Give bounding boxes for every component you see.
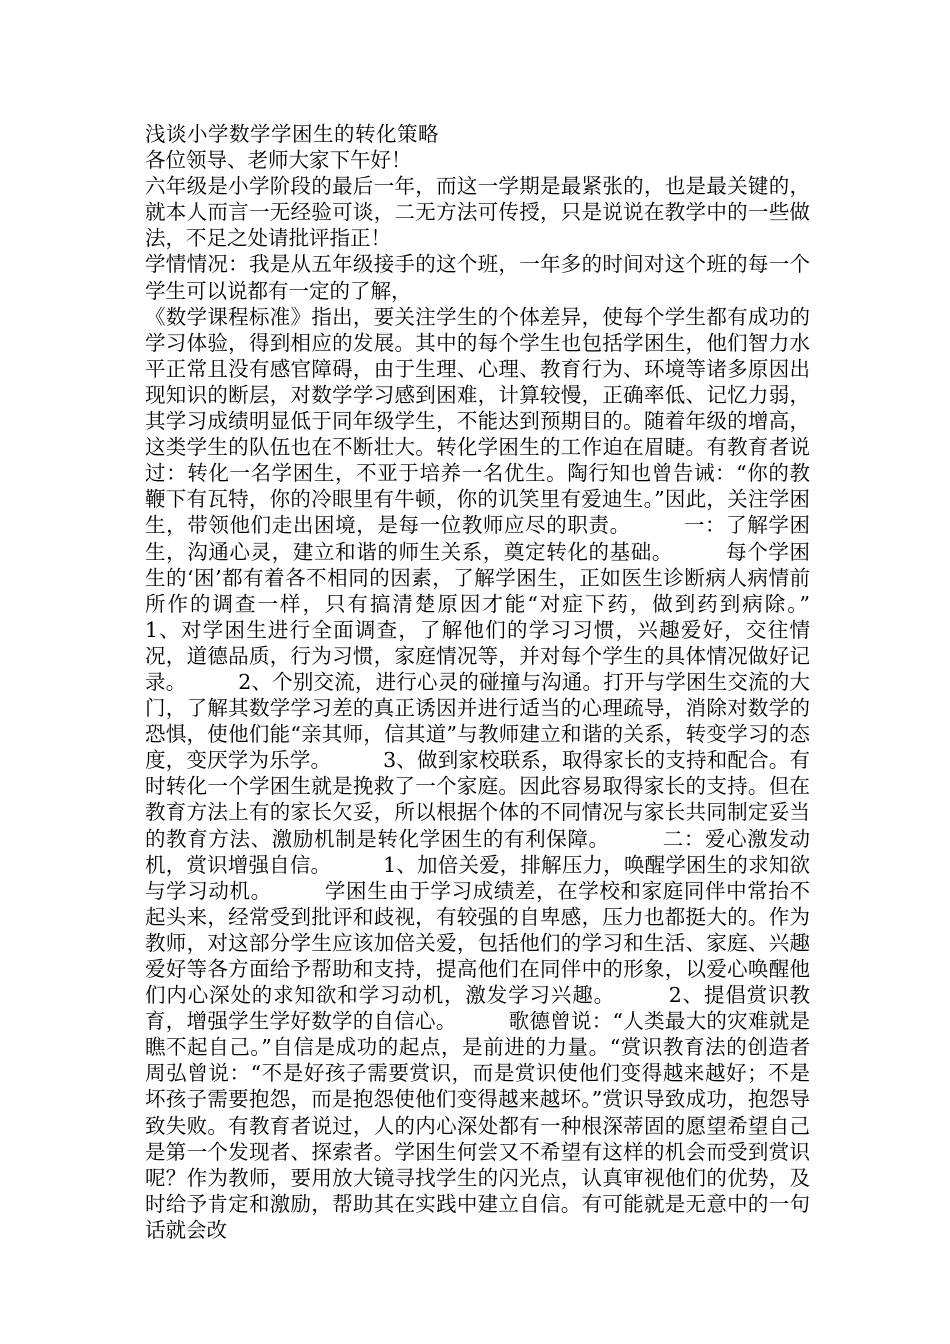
document-page [145,121,872,1243]
intro-paragraph: 六年级是小学阶段的最后一年，而这一学期是最紧张的，也是最关键的，就本人而言一无经验可谈，二无方法可传授，只是说说在教学中的一些做法，不足之处请批评指正！ [145,174,810,251]
document-title: 浅谈小学数学学困生的转化策略 [145,122,439,146]
body-paragraph: 《数学课程标准》指出，要关注学生的个体差异，使每个学生都有成功的学习体验，得到相应的发展。其中的每个学生也包括学困生，他们智力水平正常且没有感官障碍，由于生理、心理、教育行为、环境等诸多原因出现知识的断层，对数学学习感到困难，计算较慢，正确率低、记忆力弱，其学习成绩明显低于同年级学生，不能达到预期目的。随着年级的增高，这类学生的队伍也在不断壮大。转化学困生的工作迫在眉睫。有教育者说过：转化一名学困生，不亚于培养一名优生。陶行知也曾告诫：“你的教鞭下有瓦特，你的冷眼里有牛顿，你的讥笑里有爱迪生。”因此，关注学困生，带领他们走出困境，是每一位教师应尽的职责。 一：了解学困生，沟通心灵，建立和谐的师生关系，奠定转化的基础。 每个学困生的‘困’都有着各不相同的因素，了解学困生，正如医生诊断病人病情前所作的调查一样，只有搞清楚原因才能“对症下药，做到药到病除。” 1、对学困生进行全面调查，了解他们的学习习惯，兴趣爱好，交往情况，道德品质，行为习惯，家庭情况等，并对每个学生的具体情况做好记录。 2、个别交流，进行心灵的碰撞与沟通。打开与学困生交流的大门，了解其数学学习差的真正诱因并进行适当的心理疏导，消除对数学的恐惧，使他们能“亲其师，信其道”与教师建立和谐的关系，转变学习的态度，变厌学为乐学。 3、做到家校联系，取得家长的支持和配合。有时转化一个学困生就是挽救了一个家庭。因此容易取得家长的支持。但在教育方法上有的家长欠妥，所以根据个体的不同情况与家长共同制定妥当的教育方法、激励机制是转化学困生的有利保障。 二：爱心激发动机，赏识增强自信。 1、加倍关爱，排解压力，唤醒学困生的求知欲与学习动机。 学困生由于学习成绩差，在学校和家庭同伴中常抬不起头来，经常受到批评和歧视，有较强的自卑感，压力也都挺大的。作为教师，对这部分学生应该加倍关爱，包括他们的学习和生活、家庭、兴趣爱好等各方面给予帮助和支持，提高他们在同伴中的形象，以爱心唤醒他们内心深处的求知欲和学习动机，激发学习兴趣。 2、提倡赏识教育，增强学生学好数学的自信心。 歌德曾说：“人类最大的灾难就是瞧不起自己。”自信是成功的起点，是前进的力量。“赏识教育法的创造者周弘曾说：“不是好孩子需要赏识，而是赏识使他们变得越来越好；不是坏孩子需要抱怨，而是抱怨使他们变得越来越坏。”赏识导致成功，抱怨导致失败。有教育者说过，人的内心深处都有一种根深蒂固的愿望希望自己是第一个发现者、探索者。学困生何尝又不希望有这样的机会而受到赏识呢？作为教师，要用放大镜寻找学生的闪光点，认真审视他们的优势，及时给予肯定和激励，帮助其在实践中建立自信。有可能就是无意中的一句话就会改 [145,304,872,1242]
situation-paragraph: 学情情况：我是从五年级接手的这个班，一年多的时间对这个班的每一个学生可以说都有一定的了解， [145,252,810,303]
greeting-paragraph: 各位领导、老师大家下午好！ [145,148,412,173]
